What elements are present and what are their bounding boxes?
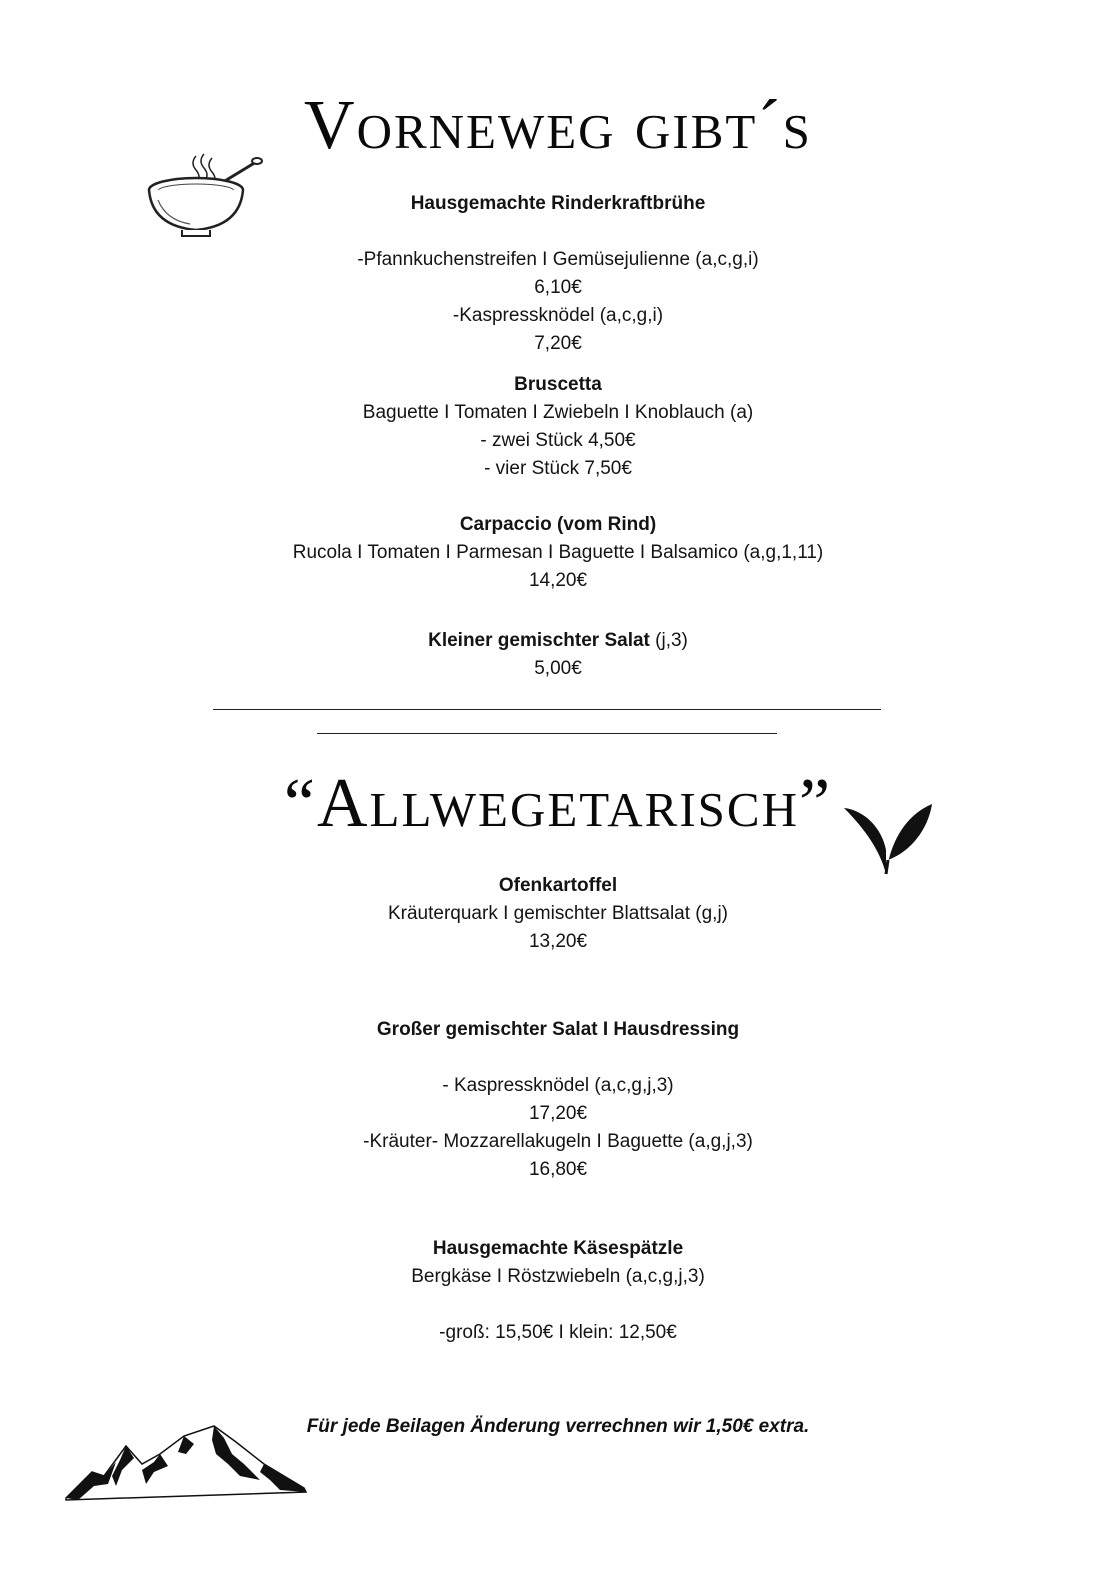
item-price: 17,20€ [528,1103,588,1124]
item-line: Kräuterquark I gemischter Blattsalat (g,j) [387,903,729,924]
item-price: 16,80€ [528,1159,588,1180]
item-name: Carpaccio (vom Rind) [459,514,657,535]
mountains-icon [64,1424,308,1504]
item-line: Rucola I Tomaten I Parmesan I Baguette I Balsamico (a,g,1,11) [292,542,824,563]
item-name: Bruscetta [514,374,602,395]
item-line: Bergkäse I Röstzwiebeln (a,c,g,j,3) [411,1266,705,1287]
section-title-vegetarian: “Allwegetarisch” [283,765,833,842]
item-line: -Kaspressknödel (a,c,g,i) [452,305,664,326]
item-name: Kleiner gemischter Salat [428,630,650,651]
divider [317,733,777,734]
item-price: 13,20€ [528,931,588,952]
item-line: Baguette I Tomaten I Zwiebeln I Knoblauch (a) [362,402,754,423]
item-price: 6,10€ [534,277,582,298]
item-name: Hausgemachte Käsespätzle [432,1238,684,1259]
section-title-starters: Vorneweg gibt´s [304,87,812,164]
item-line: -Kräuter- Mozzarellakugeln I Baguette (a,g,j,3) [363,1131,753,1152]
item-name: Hausgemachte Rinderkraftbrühe [410,193,706,214]
footer-note: Für jede Beilagen Änderung verrechnen wir 1,50€ extra. [306,1416,810,1437]
item-price: 14,20€ [528,570,588,591]
item-price: - zwei Stück 4,50€ [480,430,636,451]
item-price: 5,00€ [534,658,582,679]
item-line: -Pfannkuchenstreifen I Gemüsejulienne (a,c,g,i) [357,249,759,270]
leaf-icon [842,800,934,876]
item-price: - vier Stück 7,50€ [484,458,632,479]
item-price: -groß: 15,50€ I klein: 12,50€ [439,1322,677,1343]
item-price: 7,20€ [534,333,582,354]
item-allergens: (j,3) [649,630,688,651]
divider [213,709,881,710]
item-name: Großer gemischter Salat I Hausdressing [376,1019,740,1040]
item-line: - Kaspressknödel (a,c,g,j,3) [442,1075,674,1096]
item-name-row [0,627,1116,655]
item-name: Ofenkartoffel [498,875,618,896]
